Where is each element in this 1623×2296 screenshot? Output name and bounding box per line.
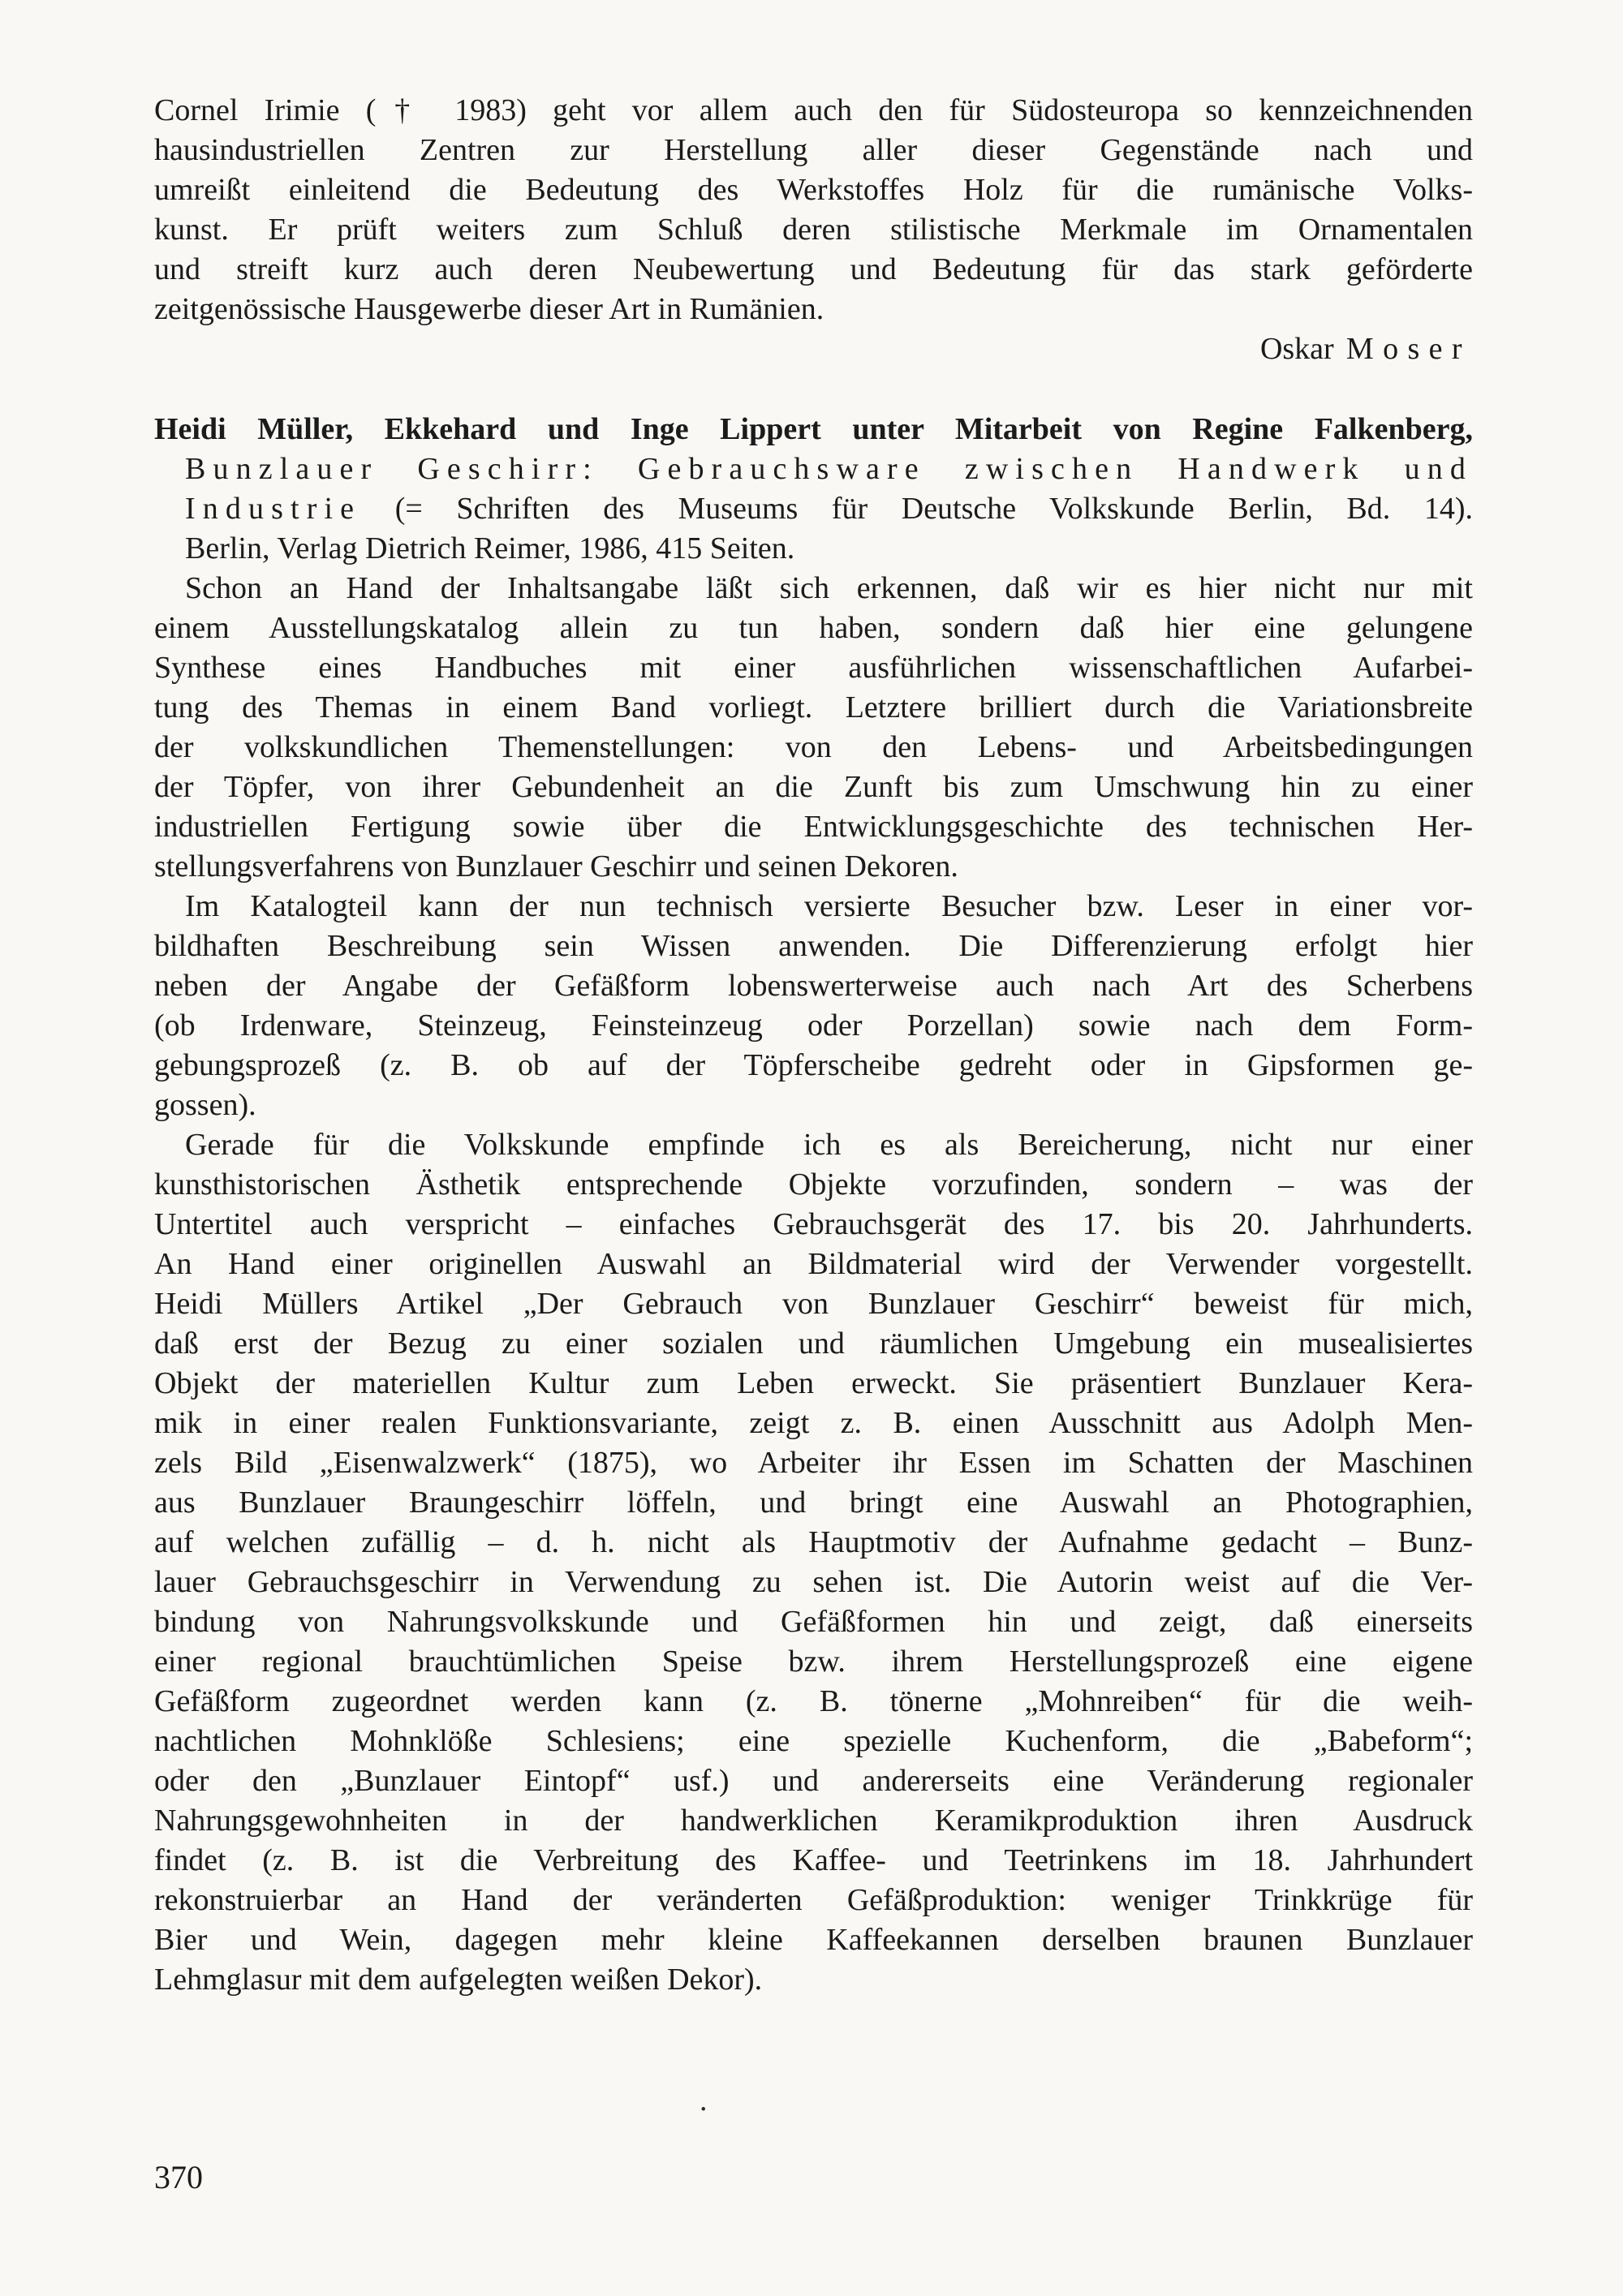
review-authors-heading: Heidi Müller, Ekkehard und Inge Lippert unter Mitarbeit von Regine Falkenberg, [154,412,1473,446]
text-line: kunst. Er prüft weiters zum Schluß deren stilistische Merkmale im Ornamentalen [154,213,1473,247]
review-title-line2-rest: (= Schriften des Museums für Deutsche Volkskunde Berlin, Bd. 14). [394,492,1473,526]
text-line: Untertitel auch verspricht – einfaches Gebrauchsgerät des 17. bis 20. Jahrhunderts. [154,1207,1473,1241]
text-line: Gerade für die Volkskunde empfinde ich es als Bereicherung, nicht nur einer [185,1128,1473,1162]
text-line: bindung von Nahrungsvolkskunde und Gefäßformen hin und zeigt, daß einerseits [154,1605,1473,1639]
text-line: Heidi Müllers Artikel „Der Gebrauch von Bunzlauer Geschirr“ beweist für mich, [154,1287,1473,1321]
text-line: und streift kurz auch deren Neubewertung und Bedeutung für das stark geförderte [154,252,1473,286]
text-line: Cornel Irimie († 1983) geht vor allem auch den für Südosteuropa so kennzeichnenden [154,93,1473,127]
text-line: bildhaften Beschreibung sein Wissen anwenden. Die Differenzierung erfolgt hier [154,929,1473,963]
text-line: Im Katalogteil kann der nun technisch versierte Besucher bzw. Leser in einer vor- [185,889,1473,923]
review-paragraph [154,1125,1473,2000]
review-body [154,569,1473,2000]
reviewer-signature [154,329,1473,369]
text-block [154,91,1473,2000]
review-paragraph [154,569,1473,887]
text-line: umreißt einleitend die Bedeutung des Werkstoffes Holz für die rumänische Volks- [154,173,1473,207]
text-line: hausindustriellen Zentren zur Herstellung aller dieser Gegenstände nach und [154,133,1473,167]
review-title-line2 [154,489,1473,529]
text-line: Schon an Hand der Inhaltsangabe läßt sich erkennen, daß wir es hier nicht nur mit [185,571,1473,605]
text-line: Lehmglasur mit dem aufgelegten weißen Dekor). [154,1963,763,1997]
text-line: einer regional brauchtümlichen Speise bzw. ihrem Herstellungsprozeß eine eigene [154,1645,1473,1679]
text-line: findet (z. B. ist die Verbreitung des Kaffee- und Teetrinkens im 18. Jahrhundert [154,1843,1473,1877]
text-line: der Töpfer, von ihrer Gebundenheit an die Zunft bis zum Umschwung hin zu einer [154,770,1473,804]
text-line: An Hand einer originellen Auswahl an Bildmaterial wird der Verwender vorgestellt. [154,1247,1473,1281]
text-line: aus Bunzlauer Braungeschirr löffeln, und bringt eine Auswahl an Photographien, [154,1486,1473,1520]
page-number: 370 [154,2159,203,2195]
stray-ink-mark: . [700,2083,708,2118]
text-line: kunsthistorischen Ästhetik entsprechende Objekte vorzufinden, sondern – was der [154,1167,1473,1202]
text-line: daß erst der Bezug zu einer sozialen und räumlichen Umgebung ein musealisiertes [154,1326,1473,1361]
reviewer-surname: Moser [1345,332,1471,366]
text-line: Bier und Wein, dagegen mehr kleine Kaffeekannen derselben braunen Bunzlauer [154,1923,1473,1957]
text-line: Gefäßform zugeordnet werden kann (z. B. tönerne „Mohnreiben“ für die weih- [154,1684,1473,1718]
text-line: auf welchen zufällig – d. h. nicht als Hauptmotiv der Aufnahme gedacht – Bunz- [154,1525,1473,1559]
text-line: industriellen Fertigung sowie über die Entwicklungsgeschichte des technischen Her- [154,810,1473,844]
text-line: tung des Themas in einem Band vorliegt. Letztere brilliert durch die Variationsbreite [154,690,1473,724]
text-line: gebungsprozeß (z. B. ob auf der Töpferscheibe gedreht oder in Gipsformen ge- [154,1048,1473,1082]
text-line: zeitgenössische Hausgewerbe dieser Art in Rumänien. [154,292,824,326]
text-line: nachtlichen Mohnklöße Schlesiens; eine spezielle Kuchenform, die „Babeform“; [154,1724,1473,1758]
review-imprint-line: Berlin, Verlag Dietrich Reimer, 1986, 415 Seiten. [185,531,795,565]
review-title-spaced-word: Industrie [185,492,362,526]
text-line: lauer Gebrauchsgeschirr in Verwendung zu sehen ist. Die Autorin weist auf die Ver- [154,1565,1473,1599]
bunzlauer-review-section [154,410,1473,2000]
text-line: neben der Angabe der Gefäßform lobenswerterweise auch nach Art des Scherbens [154,969,1473,1003]
text-line: Nahrungsgewohnheiten in der handwerklichen Keramikproduktion ihren Ausdruck [154,1804,1473,1838]
text-line: oder den „Bunzlauer Eintopf“ usf.) und andererseits eine Veränderung regionaler [154,1764,1473,1798]
text-line: mik in einer realen Funktionsvariante, zeigt z. B. einen Ausschnitt aus Adolph Men- [154,1406,1473,1440]
text-line: einem Ausstellungskatalog allein zu tun haben, sondern daß hier eine gelungene [154,611,1473,645]
text-line: stellungsverfahrens von Bunzlauer Geschirr und seinen Dekoren. [154,849,958,884]
text-line: Synthese eines Handbuches mit einer ausführlichen wissenschaftlichen Aufarbei- [154,651,1473,685]
paragraph-irimie-review-end [154,91,1473,329]
review-paragraph [154,887,1473,1125]
text-line: gossen). [154,1088,256,1122]
text-line: der volkskundlichen Themenstellungen: von den Lebens- und Arbeitsbedingungen [154,730,1473,764]
text-line: rekonstruierbar an Hand der veränderten Gefäßproduktion: weniger Trinkkrüge für [154,1883,1473,1917]
reviewer-given-name: Oskar [1259,332,1334,366]
text-line: (ob Irdenware, Steinzeug, Feinsteinzeug oder Porzellan) sowie nach dem Form- [154,1008,1473,1043]
text-line: Objekt der materiellen Kultur zum Leben erweckt. Sie präsentiert Bunzlauer Kera- [154,1366,1473,1400]
text-line: zels Bild „Eisenwalzwerk“ (1875), wo Arbeiter ihr Essen im Schatten der Maschinen [154,1446,1473,1480]
review-title-line1: Bunzlauer Geschirr: Gebrauchsware zwischen Handwerk und [185,452,1473,486]
